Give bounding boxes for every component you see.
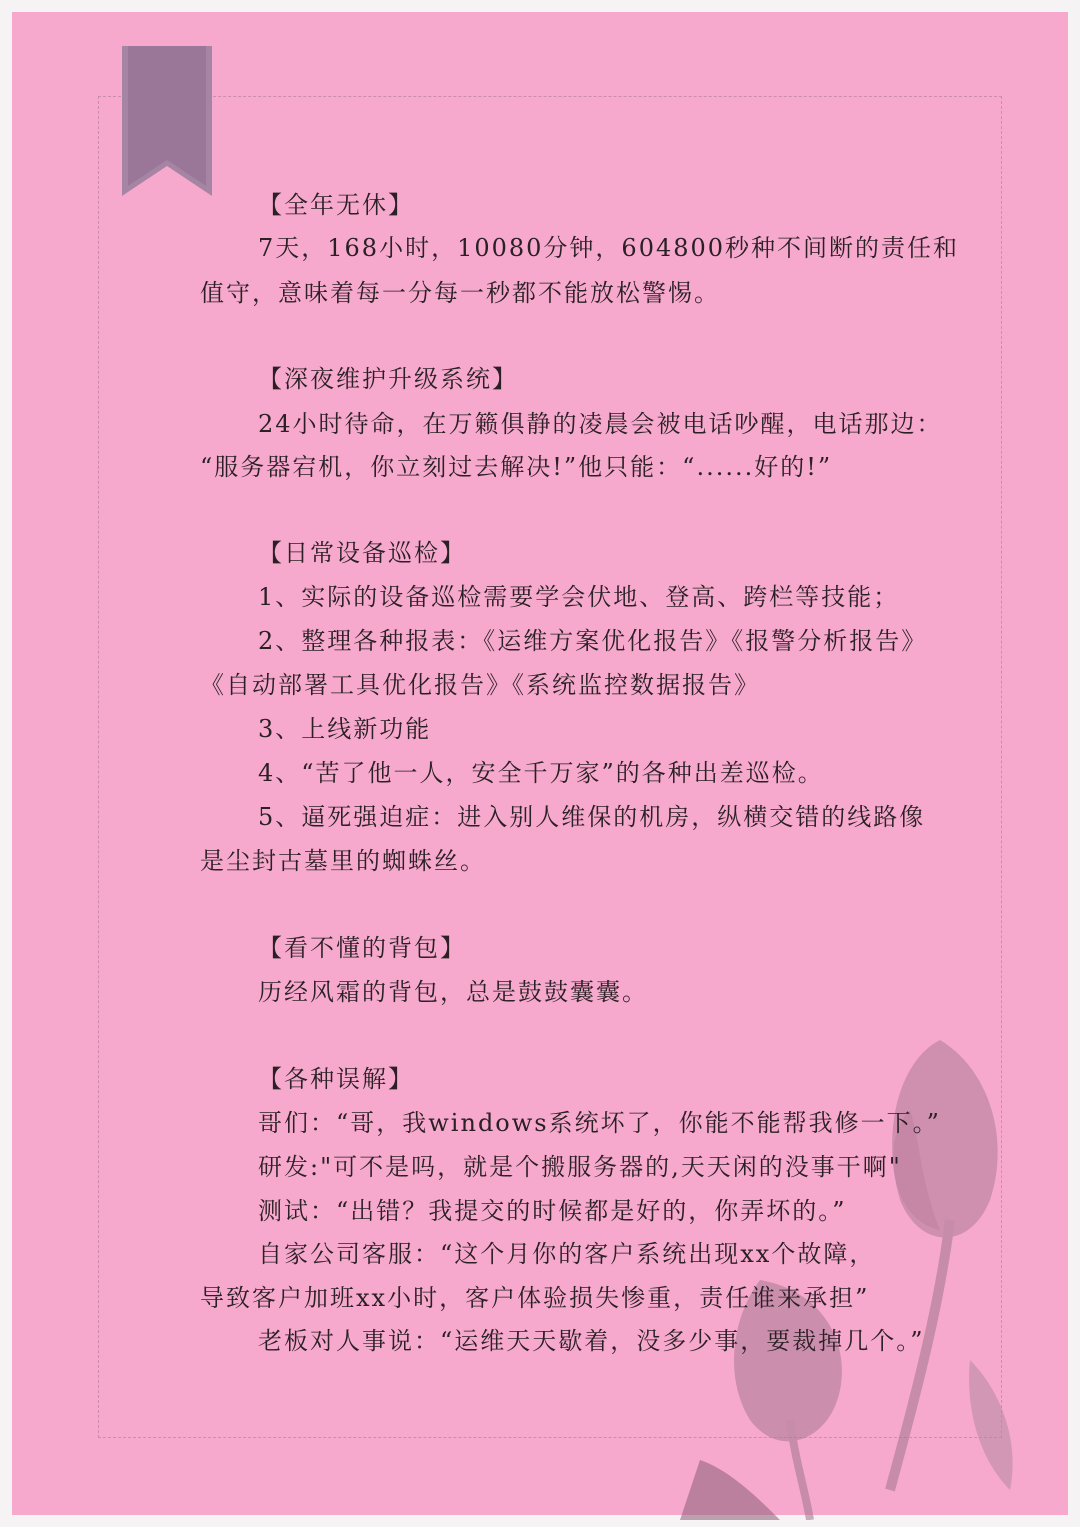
paragraph-line: 值守，意味着每一分每一秒都不能放松警惕。 xyxy=(200,279,720,307)
paragraph-line: 7天，168小时，10080分钟，604800秒种不间断的责任和 xyxy=(258,234,960,262)
paragraph-line: 24小时待命，在万籁俱静的凌晨会被电话吵醒，电话那边： xyxy=(258,410,943,438)
paragraph-line: 是尘封古墓里的蜘蛛丝。 xyxy=(200,847,486,875)
paragraph-line: 1、实际的设备巡检需要学会伏地、登高、跨栏等技能； xyxy=(258,583,900,611)
paragraph-line: 4、“苦了他一人，安全千万家”的各种出差巡检。 xyxy=(258,759,824,787)
section-heading: 【日常设备巡检】 xyxy=(258,539,466,567)
paragraph-line: 2、整理各种报表：《运维方案优化报告》《报警分析报告》 xyxy=(258,627,928,655)
section-heading: 【各种误解】 xyxy=(258,1065,414,1093)
paragraph-line: 3、上线新功能 xyxy=(258,715,432,743)
paragraph-line: 导致客户加班xx小时，客户体验损失惨重，责任谁来承担” xyxy=(200,1284,870,1312)
paragraph-line: 《自动部署工具优化报告》《系统监控数据报告》 xyxy=(200,671,760,699)
paragraph-line: 自家公司客服：“这个月你的客户系统出现xx个故障， xyxy=(258,1240,876,1268)
paragraph-line: 测试：“出错？我提交的时候都是好的，你弄坏的。” xyxy=(258,1197,847,1225)
paragraph-line: 老板对人事说：“运维天天歇着，没多少事，要裁掉几个。” xyxy=(258,1327,925,1355)
paragraph-line: 历经风霜的背包，总是鼓鼓囊囊。 xyxy=(258,978,648,1006)
section-heading: 【全年无休】 xyxy=(258,191,414,219)
paragraph-line: 研发:"可不是吗，就是个搬服务器的,天天闲的没事干啊" xyxy=(258,1153,902,1181)
paragraph-line: 哥们：“哥，我windows系统坏了，你能不能帮我修一下。” xyxy=(258,1109,941,1137)
paragraph-line: 5、逼死强迫症：进入别人维保的机房，纵横交错的线路像 xyxy=(258,803,926,831)
section-heading: 【深夜维护升级系统】 xyxy=(258,365,518,393)
section-heading: 【看不懂的背包】 xyxy=(258,934,466,962)
paragraph-line: “服务器宕机，你立刻过去解决!”他只能：“......好的!” xyxy=(200,453,833,481)
